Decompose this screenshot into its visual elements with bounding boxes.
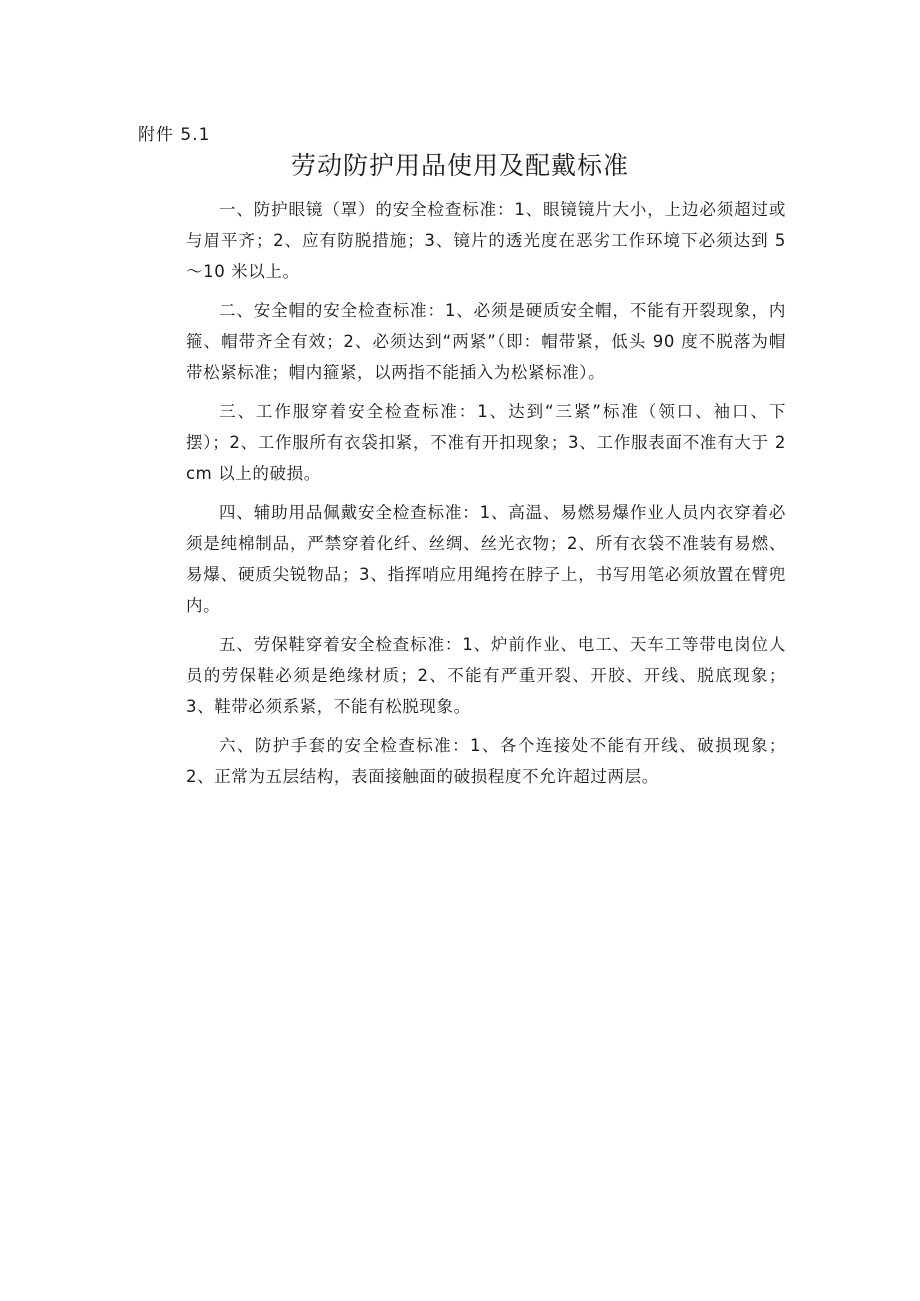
paragraph-eye-protection: 一、防护眼镜（罩）的安全检查标准：1、眼镜镜片大小，上边必须超过或与眉平齐；2、应有防脱措施；3、镜片的透光度在恶劣工作环境下必须达到 5～10 米以上。	[186, 200, 786, 281]
paragraph-auxiliary-items: 四、辅助用品佩戴安全检查标准：1、高温、易燃易爆作业人员内衣穿着必须是纯棉制品，严禁穿着化纤、丝绸、丝光衣物；2、所有衣袋不准装有易燃、易爆、硬质尖锐物品；3、指挥哨应用绳挎在脖子上，书写用笔必须放置在臂兜内。	[186, 503, 786, 615]
paragraph-safety-shoes: 五、劳保鞋穿着安全检查标准：1、炉前作业、电工、天车工等带电岗位人员的劳保鞋必须是绝缘材质；2、不能有严重开裂、开胶、开线、脱底现象；3、鞋带必须系紧，不能有松脱现象。	[186, 635, 786, 716]
paragraph-work-clothes: 三、工作服穿着安全检查标准：1、达到“三紧”标准（领口、袖口、下摆）；2、工作服所有衣袋扣紧，不准有开扣现象；3、工作服表面不准有大于 2cm 以上的破损。	[186, 402, 786, 483]
document-title: 劳动防护用品使用及配戴标准	[290, 151, 629, 180]
paragraph-safety-helmet: 二、安全帽的安全检查标准：1、必须是硬质安全帽，不能有开裂现象，内箍、帽带齐全有效；2、必须达到“两紧”（即：帽带紧，低头 90 度不脱落为帽带松紧标准；帽内箍紧，以两指不能插入为松紧标准）。	[186, 301, 786, 382]
paragraph-protective-gloves: 六、防护手套的安全检查标准：1、各个连接处不能有开线、破损现象；2、正常为五层结构，表面接触面的破损程度不允许超过两层。	[186, 736, 786, 786]
document-body	[186, 194, 786, 800]
attachment-label: 附件 5.1	[138, 125, 211, 145]
